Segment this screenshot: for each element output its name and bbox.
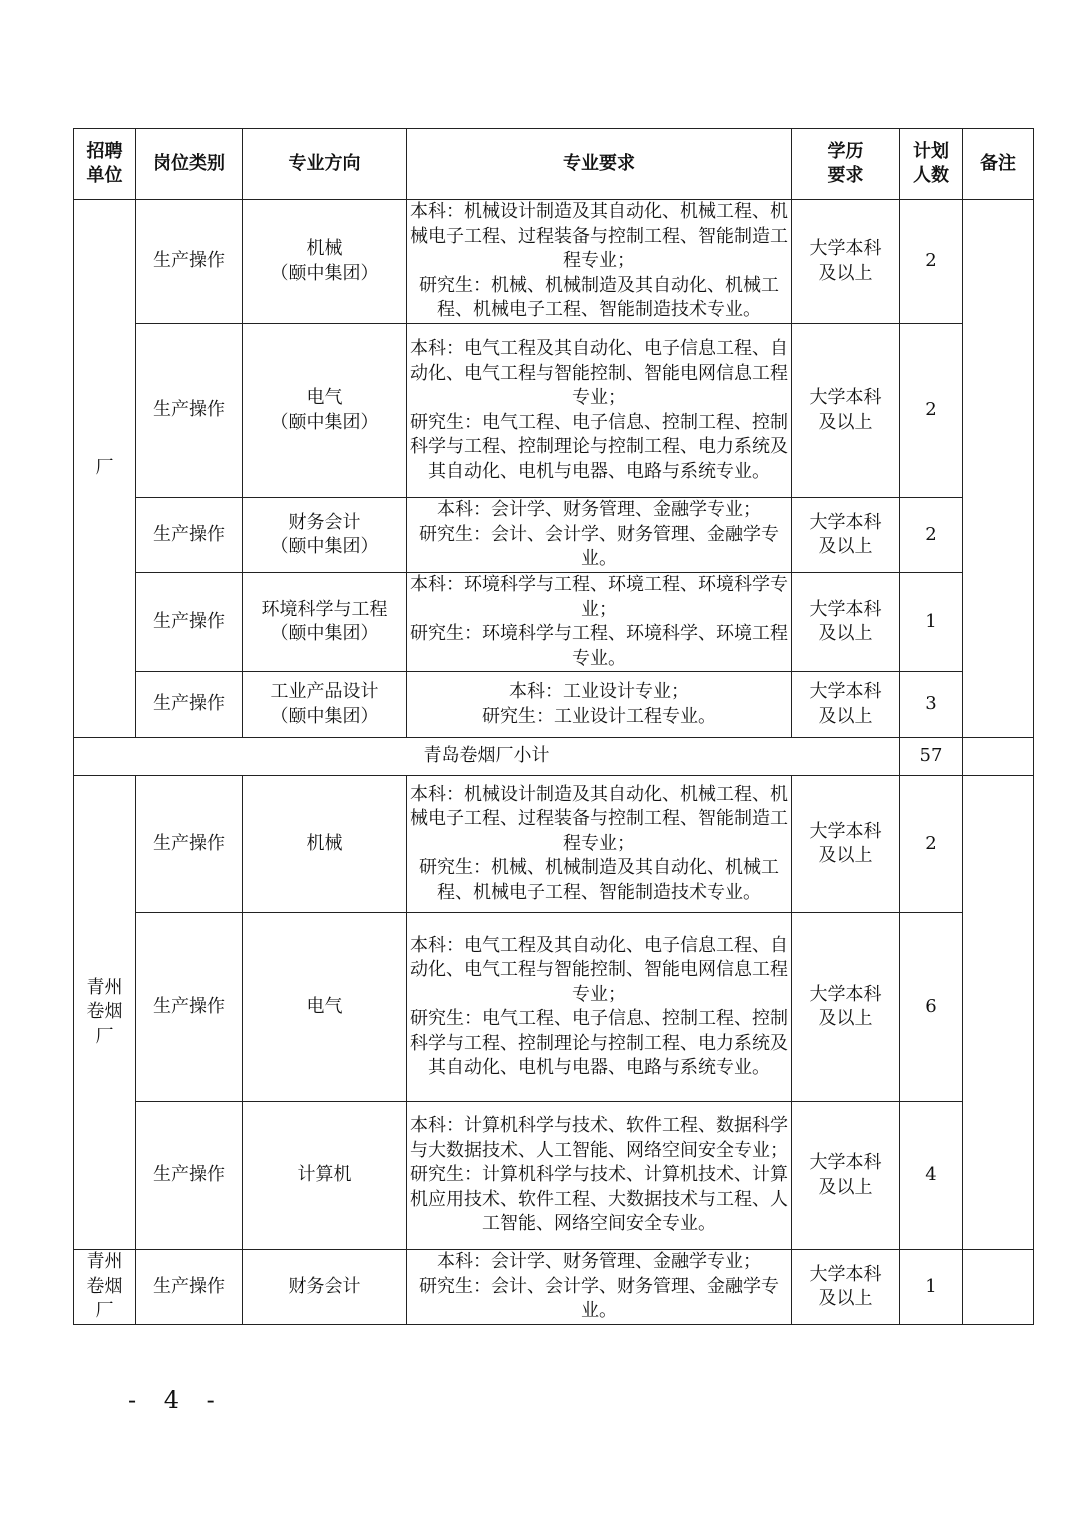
table-row xyxy=(74,776,1034,913)
direction-cell: 财务会计 （颐中集团） xyxy=(243,498,407,573)
category-cell: 生产操作 xyxy=(136,324,243,498)
education-cell: 大学本科 及以上 xyxy=(792,200,900,324)
requirement-cell: 本科：电气工程及其自动化、电子信息工程、自动化、电气工程与智能控制、智能电网信息工程专业； 研究生：电气工程、电子信息、控制工程、控制科学与工程、控制理论与控制工程、电力系统及其自动化、电机与电器、电路与系统专业。 xyxy=(407,913,792,1102)
category-cell: 生产操作 xyxy=(136,776,243,913)
subtotal-remark xyxy=(963,738,1034,776)
header-category: 岗位类别 xyxy=(136,129,243,200)
direction-cell: 计算机 xyxy=(243,1102,407,1250)
header-plan xyxy=(900,129,963,200)
plan-cell: 1 xyxy=(900,573,963,672)
category-cell: 生产操作 xyxy=(136,1250,243,1325)
table-row xyxy=(74,1250,1034,1325)
page-number: - 4 - xyxy=(128,1386,225,1414)
header-plan-text: 计划 人数 xyxy=(913,140,949,186)
education-cell: 大学本科 及以上 xyxy=(792,1102,900,1250)
education-cell: 大学本科 及以上 xyxy=(792,776,900,913)
education-cell: 大学本科 及以上 xyxy=(792,1250,900,1325)
header-education-text: 学历 要求 xyxy=(827,140,864,186)
remark-cell xyxy=(963,776,1034,1250)
remark-cell xyxy=(963,1250,1034,1325)
education-cell: 大学本科 及以上 xyxy=(792,672,900,738)
direction-cell: 机械 xyxy=(243,776,407,913)
unit-text: 青州 卷烟 厂 xyxy=(86,1251,123,1322)
unit-cell-qingzhou-2 xyxy=(74,1250,136,1325)
plan-cell: 2 xyxy=(900,324,963,498)
table-row xyxy=(74,1102,1034,1250)
direction-cell: 工业产品设计 （颐中集团） xyxy=(243,672,407,738)
unit-text: 厂 xyxy=(95,457,114,479)
remark-cell xyxy=(963,200,1034,738)
header-education xyxy=(792,129,900,200)
education-cell: 大学本科 及以上 xyxy=(792,913,900,1102)
requirement-cell: 本科：会计学、财务管理、金融学专业； 研究生：会计、会计学、财务管理、金融学专业。 xyxy=(407,498,792,573)
header-requirement: 专业要求 xyxy=(407,129,792,200)
unit-cell-qingzhou xyxy=(74,776,136,1250)
education-cell: 大学本科 及以上 xyxy=(792,324,900,498)
plan-cell: 2 xyxy=(900,498,963,573)
education-cell: 大学本科 及以上 xyxy=(792,573,900,672)
header-remark: 备注 xyxy=(963,129,1034,200)
header-unit xyxy=(74,129,136,200)
header-row xyxy=(74,129,1034,200)
category-cell: 生产操作 xyxy=(136,200,243,324)
table-row xyxy=(74,200,1034,324)
requirement-cell: 本科：计算机科学与技术、软件工程、数据科学与大数据技术、人工智能、网络空间安全专业； 研究生：计算机科学与技术、计算机技术、计算机应用技术、软件工程、大数据技术与工程、人工智能、网络空间安全专业。 xyxy=(407,1102,792,1250)
requirement-cell: 本科：会计学、财务管理、金融学专业； 研究生：会计、会计学、财务管理、金融学专业。 xyxy=(407,1250,792,1325)
requirement-cell: 本科：工业设计专业； 研究生：工业设计工程专业。 xyxy=(407,672,792,738)
plan-cell: 4 xyxy=(900,1102,963,1250)
recruitment-table xyxy=(73,128,1034,1325)
category-cell: 生产操作 xyxy=(136,1102,243,1250)
table-row xyxy=(74,324,1034,498)
category-cell: 生产操作 xyxy=(136,573,243,672)
plan-cell: 6 xyxy=(900,913,963,1102)
unit-text: 青州 卷烟 厂 xyxy=(86,976,123,1047)
direction-cell: 财务会计 xyxy=(243,1250,407,1325)
requirement-cell: 本科：机械设计制造及其自动化、机械工程、机械电子工程、过程装备与控制工程、智能制造工程专业； 研究生：机械、机械制造及其自动化、机械工程、机械电子工程、智能制造技术专业。 xyxy=(407,776,792,913)
requirement-cell: 本科：环境科学与工程、环境工程、环境科学专业； 研究生：环境科学与工程、环境科学、环境工程专业。 xyxy=(407,573,792,672)
requirement-cell: 本科：电气工程及其自动化、电子信息工程、自动化、电气工程与智能控制、智能电网信息工程专业； 研究生：电气工程、电子信息、控制工程、控制科学与工程、控制理论与控制工程、电力系统及其自动化、电机与电器、电路与系统专业。 xyxy=(407,324,792,498)
header-unit-text: 招聘 单位 xyxy=(86,140,123,186)
requirement-cell: 本科：机械设计制造及其自动化、机械工程、机械电子工程、过程装备与控制工程、智能制造工程专业； 研究生：机械、机械制造及其自动化、机械工程、机械电子工程、智能制造技术专业。 xyxy=(407,200,792,324)
subtotal-row xyxy=(74,738,1034,776)
table-row xyxy=(74,672,1034,738)
education-cell: 大学本科 及以上 xyxy=(792,498,900,573)
table-row xyxy=(74,498,1034,573)
plan-cell: 1 xyxy=(900,1250,963,1325)
subtotal-value: 57 xyxy=(900,738,963,776)
category-cell: 生产操作 xyxy=(136,672,243,738)
plan-cell: 2 xyxy=(900,776,963,913)
table-row xyxy=(74,913,1034,1102)
category-cell: 生产操作 xyxy=(136,913,243,1102)
table-row xyxy=(74,573,1034,672)
plan-cell: 2 xyxy=(900,200,963,324)
category-cell: 生产操作 xyxy=(136,498,243,573)
direction-cell: 电气 （颐中集团） xyxy=(243,324,407,498)
direction-cell: 电气 xyxy=(243,913,407,1102)
unit-cell-qingdao xyxy=(74,200,136,738)
direction-cell: 机械 （颐中集团） xyxy=(243,200,407,324)
subtotal-label: 青岛卷烟厂小计 xyxy=(74,738,900,776)
direction-cell: 环境科学与工程 （颐中集团） xyxy=(243,573,407,672)
plan-cell: 3 xyxy=(900,672,963,738)
header-direction: 专业方向 xyxy=(243,129,407,200)
